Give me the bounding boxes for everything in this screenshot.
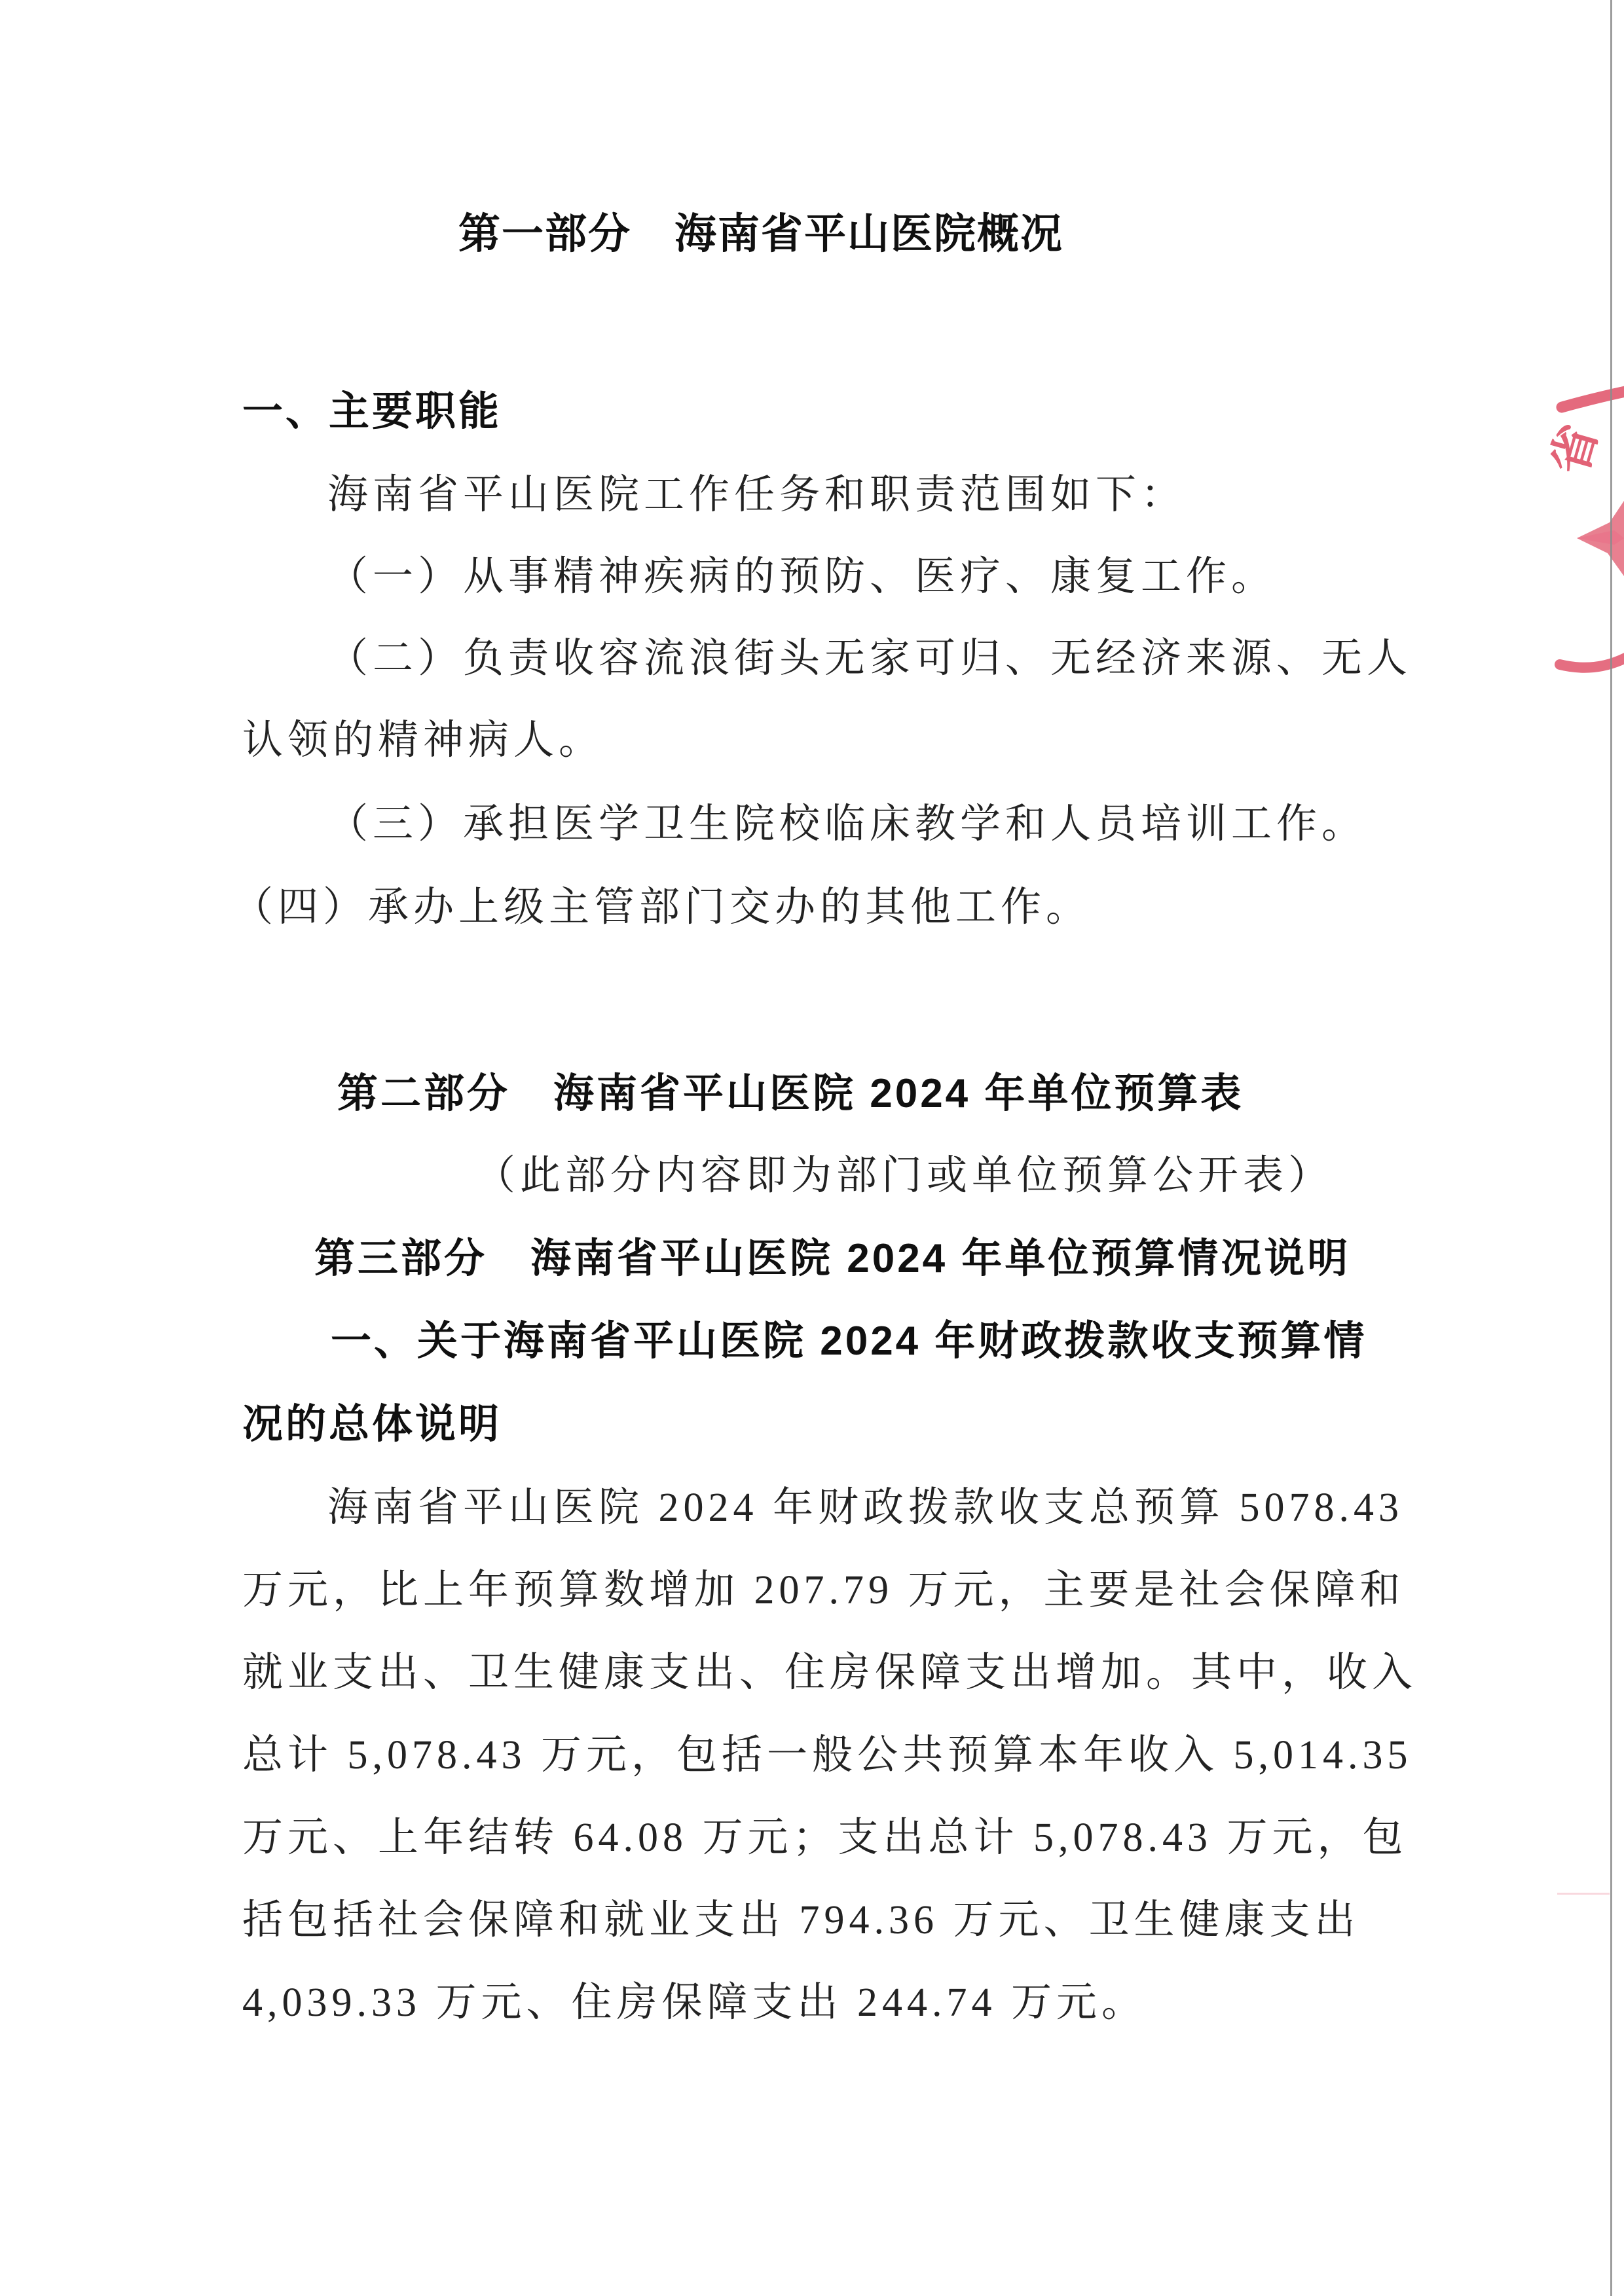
paragraph-duty-3: （三）承担医学卫生院校临床教学和人员培训工作。: [327, 802, 1367, 847]
paragraph-budget-line6: 括包括社会保障和就业支出 794.36 万元、卫生健康支出: [242, 1898, 1360, 1942]
paragraph-duty-1: （一）从事精神疾病的预防、医疗、康复工作。: [327, 555, 1277, 599]
part3-title: 第三部分 海南省平山医院 2024 年单位预算情况说明: [314, 1236, 1351, 1281]
paragraph-duty-4: （四）承办上级主管部门交办的其他工作。: [232, 885, 1092, 930]
paragraph-budget-line5: 万元、上年结转 64.08 万元；支出总计 5,078.43 万元，包: [242, 1815, 1408, 1860]
stamp-character: 省: [1543, 419, 1608, 481]
part2-title: 第二部分 海南省平山医院 2024 年单位预算表: [337, 1071, 1244, 1116]
paragraph-duty-2-line1: （二）负责收容流浪街头无家可归、无经济来源、无人: [327, 636, 1412, 681]
paragraph-duty-2-line2: 认领的精神病人。: [242, 718, 604, 763]
page-edge-line: [1610, 0, 1612, 2296]
heading-budget-overview-line1: 一、关于海南省平山医院 2024 年财政拨款收支预算情: [331, 1319, 1367, 1364]
scan-artifact-line: [1557, 1893, 1610, 1895]
heading-budget-overview-line2: 况的总体说明: [242, 1402, 502, 1447]
paragraph-budget-line1: 海南省平山医院 2024 年财政拨款收支总预算 5078.43: [327, 1485, 1404, 1530]
part1-title: 第一部分 海南省平山医院概况: [458, 210, 1063, 257]
heading-main-functions: 一、主要职能: [242, 389, 502, 434]
part2-subtitle-note: （此部分内容即为部门或单位预算公开表）: [475, 1154, 1334, 1198]
paragraph-budget-line7: 4,039.33 万元、住房保障支出 244.74 万元。: [242, 1980, 1147, 2025]
paragraph-budget-line3: 就业支出、卫生健康支出、住房保障支出增加。其中，收入: [242, 1650, 1418, 1695]
paragraph-duties-intro: 海南省平山医院工作任务和职责范围如下：: [327, 473, 1187, 517]
paragraph-budget-line4: 总计 5,078.43 万元，包括一般公共预算本年收入 5,014.35: [242, 1733, 1412, 1777]
paragraph-budget-line2: 万元，比上年预算数增加 207.79 万元，主要是社会保障和: [242, 1568, 1405, 1613]
